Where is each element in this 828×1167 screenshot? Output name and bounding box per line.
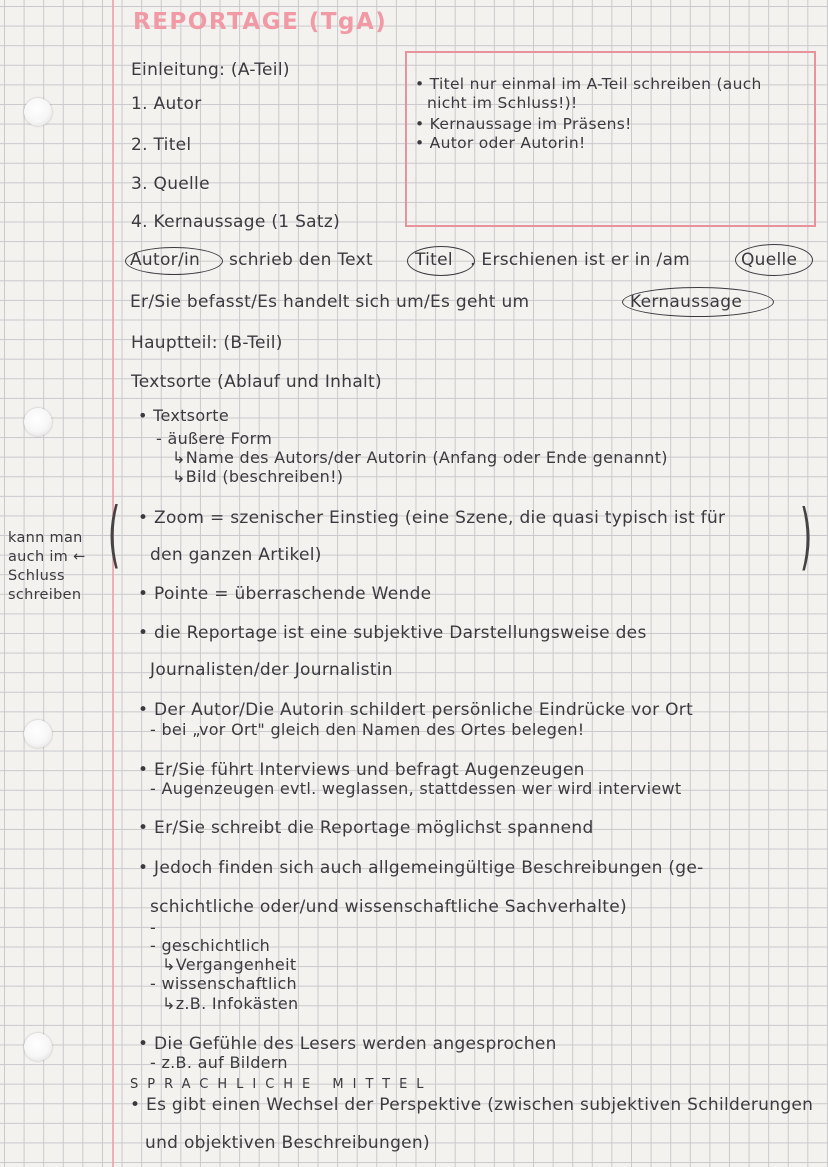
bullet-line: • Es gibt einen Wechsel der Perspektive (zwischen subjektiven Schilderungen bbox=[130, 1095, 814, 1115]
bullet-subline: ↳z.B. Infokästen bbox=[162, 994, 299, 1013]
template-text: schrieb den Text bbox=[229, 250, 373, 270]
bullet-subline: - Augenzeugen evtl. weglassen, stattdessen wer wird interviewt bbox=[150, 779, 682, 798]
box-note: • Titel nur einmal im A-Teil schreiben (auch bbox=[415, 75, 762, 93]
template-text: Er/Sie befasst/Es handelt sich um/Es geht um bbox=[130, 292, 530, 312]
bullet-line: • die Reportage ist eine subjektive Darstellungsweise des bbox=[138, 623, 647, 643]
punch-hole bbox=[24, 98, 52, 126]
intro-item: 4. Kernaussage (1 Satz) bbox=[131, 212, 341, 232]
note-box bbox=[405, 51, 816, 227]
page-title: REPORTAGE (TgA) bbox=[133, 9, 388, 35]
side-note-line: kann man bbox=[8, 530, 83, 546]
intro-item: 1. Autor bbox=[131, 94, 202, 114]
bullet-subline: ↳Vergangenheit bbox=[162, 955, 297, 974]
box-note: nicht im Schluss!)! bbox=[427, 94, 578, 112]
template-title: Titel bbox=[415, 250, 453, 270]
textsorte-line: ↳Bild (beschreiben!) bbox=[172, 467, 344, 486]
bullet-line: und objektiven Beschreibungen) bbox=[145, 1133, 430, 1153]
left-bracket: ( bbox=[107, 492, 121, 576]
intro-heading: Einleitung: (A-Teil) bbox=[131, 60, 290, 80]
bullet-subline: - z.B. auf Bildern bbox=[150, 1053, 288, 1072]
bullet-line: • Er/Sie schreibt die Reportage möglichst spannend bbox=[138, 818, 594, 838]
intro-item: 3. Quelle bbox=[131, 174, 210, 194]
intro-item: 2. Titel bbox=[131, 135, 192, 155]
bullet-line: • Jedoch finden sich auch allgemeingültige Beschreibungen (ge- bbox=[138, 858, 704, 878]
template-source: Quelle bbox=[741, 250, 798, 270]
bullet-subline: - geschichtlich bbox=[150, 936, 271, 955]
section-label: SPRACHLICHE MITTEL bbox=[130, 1077, 433, 1092]
textsorte-line: - äußere Form bbox=[156, 429, 273, 448]
margin-line bbox=[112, 0, 114, 1167]
textsorte-line: • Textsorte bbox=[138, 406, 230, 425]
box-note: • Autor oder Autorin! bbox=[415, 134, 586, 152]
side-note-line: Schluss bbox=[8, 568, 65, 584]
zoom-line: den ganzen Artikel) bbox=[150, 545, 322, 565]
template-core: Kernaussage bbox=[630, 292, 743, 312]
template-author: Autor/in bbox=[130, 250, 201, 270]
bullet-line: schichtliche oder/und wissenschaftliche Sachverhalte) bbox=[150, 897, 627, 917]
template-text: . Erschienen ist er in /am bbox=[470, 250, 691, 270]
punch-hole bbox=[24, 408, 52, 436]
textsorte-line: ↳Name des Autors/der Autorin (Anfang oder Ende genannt) bbox=[172, 448, 668, 467]
main-subheading: Textsorte (Ablauf und Inhalt) bbox=[131, 372, 382, 392]
bullet-line: Journalisten/der Journalistin bbox=[150, 660, 393, 680]
box-note: • Kernaussage im Präsens! bbox=[415, 115, 632, 133]
side-note-line: auch im ← bbox=[8, 549, 86, 565]
bullet-line: • Die Gefühle des Lesers werden angesprochen bbox=[138, 1034, 557, 1054]
pointe-line: • Pointe = überraschende Wende bbox=[138, 584, 432, 604]
bullet-subline: - wissenschaftlich bbox=[150, 974, 297, 993]
bullet-line: • Er/Sie führt Interviews und befragt Augenzeugen bbox=[138, 760, 585, 780]
bullet-subline: - bei „vor Ort" gleich den Namen des Ortes belegen! bbox=[150, 720, 585, 739]
right-bracket: ) bbox=[799, 494, 813, 578]
zoom-line: • Zoom = szenischer Einstieg (eine Szene, die quasi typisch ist für bbox=[138, 508, 726, 528]
side-note-line: schreiben bbox=[8, 587, 82, 603]
punch-hole bbox=[24, 1033, 52, 1061]
bullet-line: • Der Autor/Die Autorin schildert persönliche Eindrücke vor Ort bbox=[138, 700, 694, 720]
bullet-subline: - bbox=[150, 918, 157, 937]
main-heading: Hauptteil: (B-Teil) bbox=[131, 333, 283, 353]
punch-hole bbox=[24, 720, 52, 748]
